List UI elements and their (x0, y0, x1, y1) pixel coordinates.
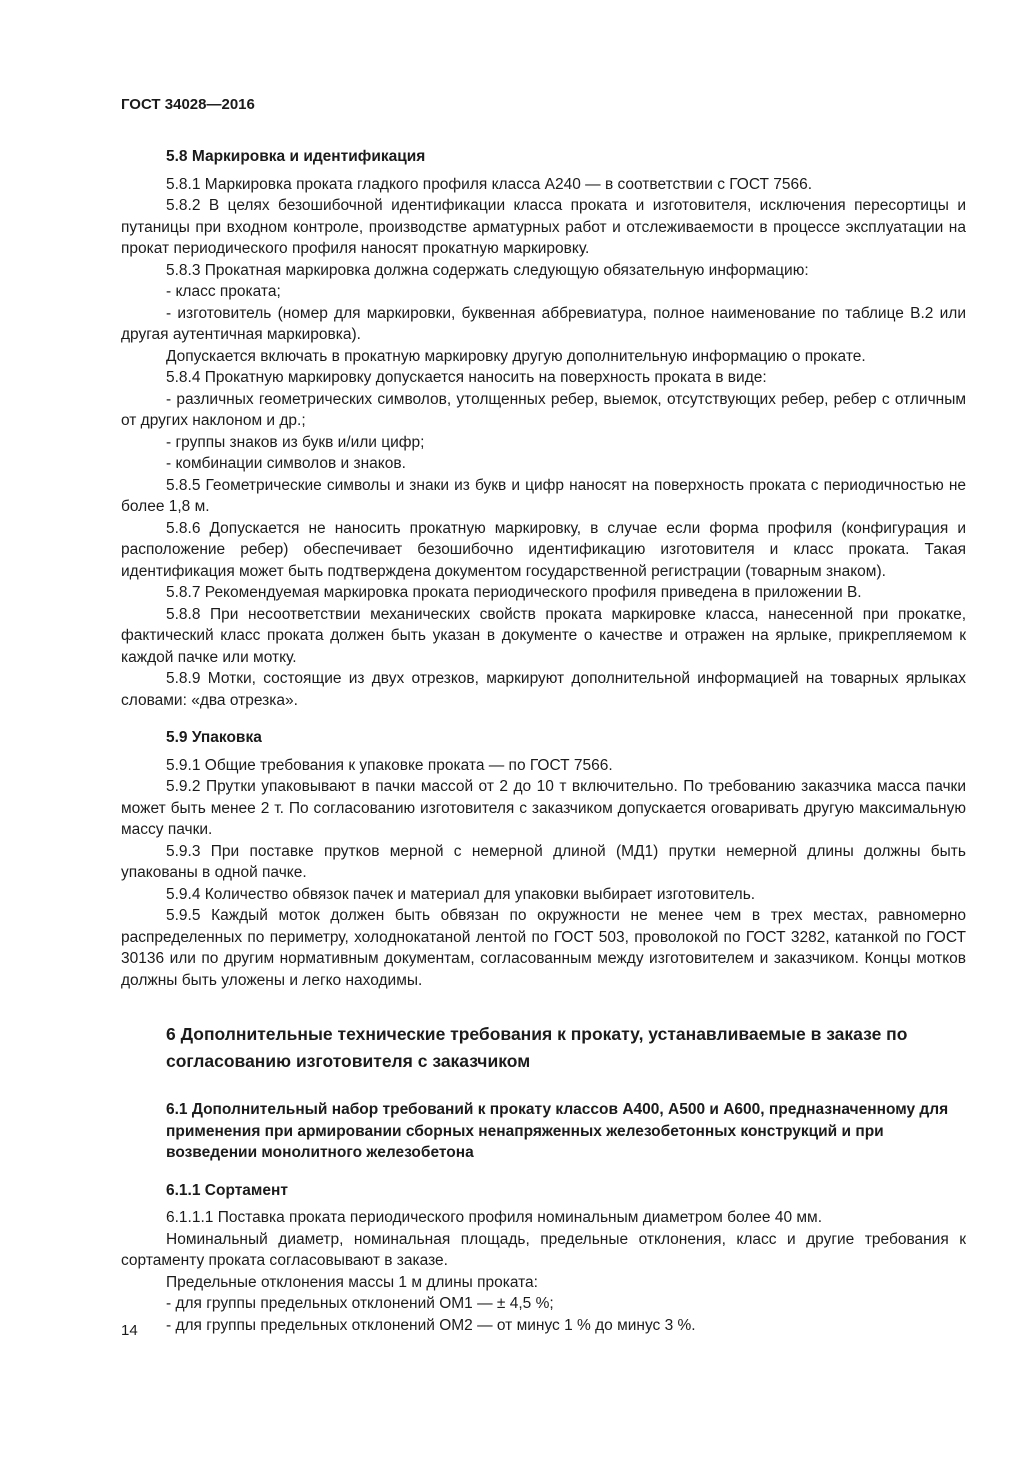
paragraph: 6.1.1.1 Поставка проката периодического профиля номинальным диаметром более 40 мм. (166, 1209, 823, 1226)
paragraph: 5.8.6 Допускается не наносить прокатную маркировку, в случае если форма профиля (конфигурация и расположение ребер) обеспечивает безошибочно идентификацию изготовителя и класс проката. Такая идентификация может быть подтверждена документом государственной регистрации (товарным знаком). (121, 519, 966, 580)
document-body (121, 146, 966, 1336)
subsection-heading: 6.1.1 Сортамент (166, 1181, 288, 1199)
paragraph: 5.8.9 Мотки, состоящие из двух отрезков, маркируют дополнительной информацией на товарных ярлыках словами: «два отрезка». (121, 670, 966, 709)
list-item: - комбинации символов и знаков. (166, 455, 406, 472)
page-number: 14 (121, 1322, 138, 1339)
paragraph: 5.8.1 Маркировка проката гладкого профиля класса А240 — в соответствии с ГОСТ 7566. (166, 175, 813, 193)
paragraph: 5.8.2 В целях безошибочной идентификации класса проката и изготовителя, исключения пересортицы и путаницы при входном контроле, производстве арматурных работ и отслеживаемости в процессе эксплуатации на прокат периодического профиля наносят прокатную маркировку. (121, 197, 966, 257)
paragraph: 5.8.7 Рекомендуемая маркировка проката периодического профиля приведена в приложении В. (166, 584, 862, 601)
paragraph: 5.9.2 Прутки упаковывают в пачки массой от 2 до 10 т включительно. По требованию заказчика масса пачки может быть менее 2 т. По согласованию изготовителя с заказчиком допускается оговаривать другую максимальную массу пачки. (121, 778, 966, 838)
paragraph: 5.9.5 Каждый моток должен быть обвязан по окружности не менее чем в трех местах, равномерно распределенных по периметру, холоднокатаной лентой по ГОСТ 503, проволокой по ГОСТ 3282, катанкой по ГОСТ 30136 или по другим нормативным документам, согласованным между изготовителем и заказчиком. Концы мотков должны быть уложены и легко находимы. (121, 907, 966, 989)
paragraph: Допускается включать в прокатную маркировку другую дополнительную информацию о прокате. (166, 347, 866, 365)
document-header: ГОСТ 34028—2016 (121, 96, 255, 113)
list-item: - для группы предельных отклонений ОМ1 — ± 4,5 %; (166, 1295, 554, 1312)
paragraph: Номинальный диаметр, номинальная площадь, предельные отклонения, класс и другие требования к сортаменту проката согласовывают в заказе. (121, 1230, 966, 1269)
list-item: - различных геометрических символов, утолщенных ребер, выемок, отсутствующих ребер, ребер с отличным от других наклоном и др.; (121, 390, 966, 429)
list-item: - изготовитель (номер для маркировки, буквенная аббревиатура, полное наименование по таблице В.2 или другая аутентичная маркировка). (121, 304, 966, 343)
paragraph: 5.8.8 При несоответствии механических свойств проката маркировке класса, нанесенной при прокатке, фактический класс проката должен быть указан в документе о качестве и отражен на ярлыке, прикрепляемом к каждой пачке или мотку. (121, 605, 966, 666)
paragraph: 5.9.3 При поставке прутков мерной с немерной длиной (МД1) прутки немерной длины должны быть упакованы в одной пачке. (121, 842, 966, 881)
list-item: - группы знаков из букв и/или цифр; (166, 433, 425, 451)
paragraph: 5.9.1 Общие требования к упаковке проката — по ГОСТ 7566. (166, 756, 613, 774)
paragraph: 5.9.4 Количество обвязок пачек и материал для упаковки выбирает изготовитель. (166, 885, 756, 903)
paragraph: 5.8.5 Геометрические символы и знаки из букв и цифр наносят на поверхность проката с периодичностью не более 1,8 м. (121, 476, 966, 515)
document-content (121, 96, 966, 1336)
paragraph: 5.8.4 Прокатную маркировку допускается наносить на поверхность проката в виде: (166, 369, 767, 386)
paragraph: 5.8.3 Прокатная маркировка должна содержать следующую обязательную информацию: (166, 261, 809, 279)
list-item: - класс проката; (166, 283, 281, 300)
subsection-heading: 5.8 Маркировка и идентификация (166, 148, 426, 165)
paragraph: Предельные отклонения массы 1 м длины проката: (166, 1273, 538, 1291)
subsection-heading: 6.1 Дополнительный набор требований к прокату классов А400, А500 и А600, предназначенному для применения при армировании сборных ненапряженных железобетонных конструкций и при возведении монолитного железобетона (166, 1101, 949, 1161)
list-item: - для группы предельных отклонений ОМ2 — от минус 1 % до минус 3 %. (166, 1316, 696, 1334)
subsection-heading: 5.9 Упаковка (166, 729, 262, 746)
section-heading: 6 Дополнительные технические требования к прокату, устанавливаемые в заказе по согласованию изготовителя с заказчиком (166, 1024, 908, 1071)
